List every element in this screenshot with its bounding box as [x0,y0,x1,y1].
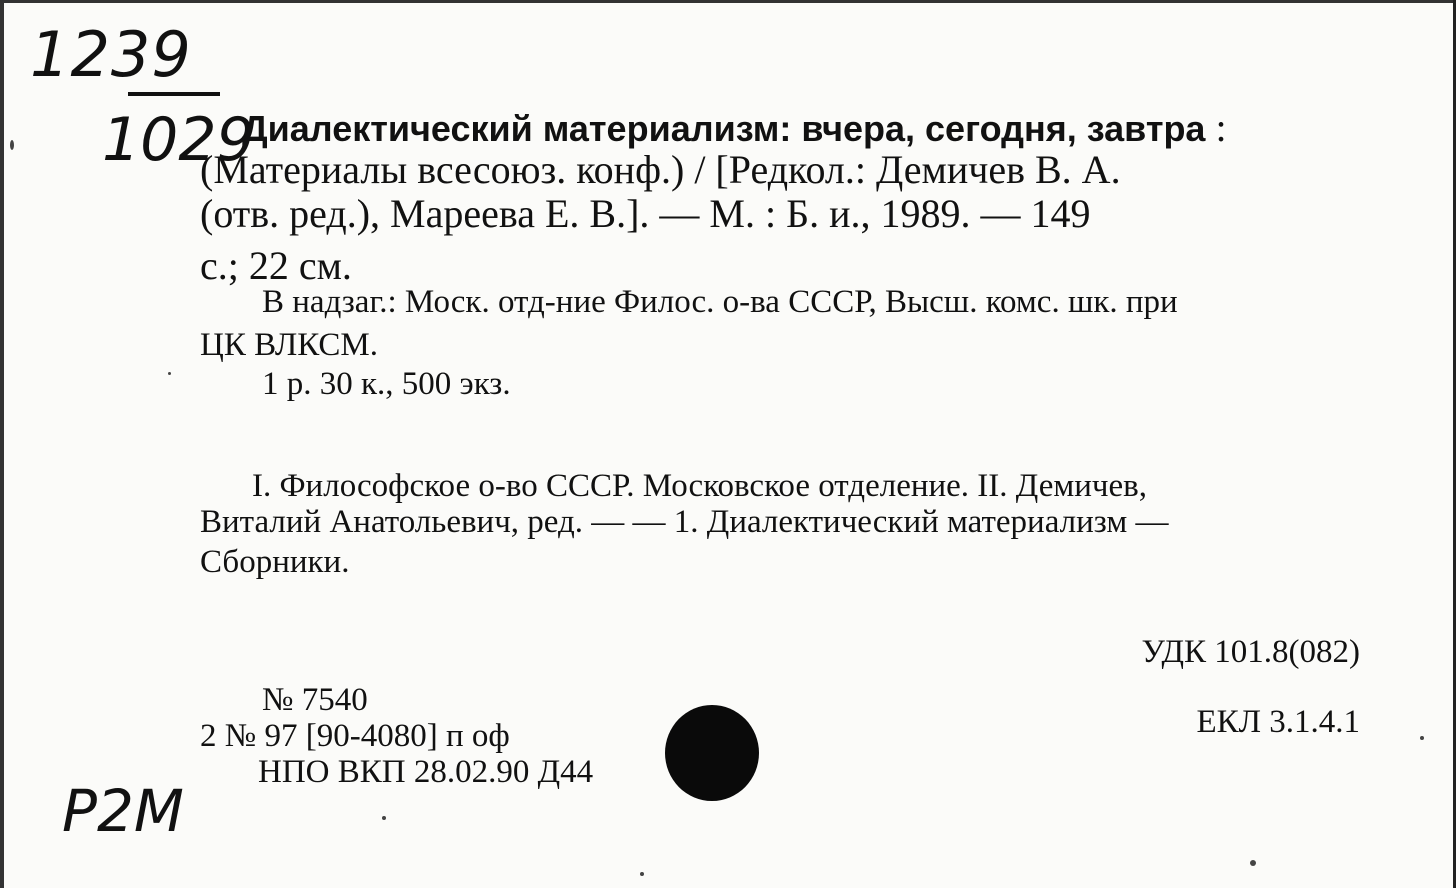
ekl-code: ЕКЛ 3.1.4.1 [1196,704,1360,740]
tracing-line-1: I. Философское о-во СССР. Московское отделение. II. Демичев, [252,468,1147,504]
udk-code: УДК 101.8(082) [1141,634,1360,670]
title-line-3: (отв. ред.), Мареева Е. В.]. — М. : Б. и., 1989. — 149 [200,191,1091,236]
tracing-line-3: Сборники. [200,544,350,580]
title-line-2: (Материалы всесоюз. конф.) / [Редкол.: Демичев В. А. [200,147,1121,192]
handwritten-item-number: 1029 [102,105,255,175]
note-line-2: ЦК ВЛКСМ. [200,327,379,363]
print-number: № 7540 [262,682,368,718]
dust-speck [1420,736,1424,740]
card-top-edge [0,0,1456,3]
title-bold-part: Диалектический материализм: вчера, сегодня, завтра [242,108,1206,149]
note-line-1: В надзаг.: Моск. отд-ние Филос. о-ва СССР, Высш. комс. шк. при [262,284,1178,320]
price-line: 1 р. 30 к., 500 экз. [262,366,511,402]
handwritten-shelf-number: 1239 [30,18,192,91]
title-bold-rest: : [1205,105,1227,150]
dust-speck [382,816,386,820]
print-publisher-date: НПО ВКП 28.02.90 Д44 [258,754,594,790]
title-line-4: с.; 22 см. [200,243,352,288]
card-left-edge [0,0,4,888]
dust-speck [168,372,171,375]
dust-speck [10,140,14,150]
shelf-number-underline [128,92,220,96]
tracing-line-2: Виталий Анатольевич, ред. — — 1. Диалектический материализм — [200,504,1169,540]
title-line-1 [242,105,1227,150]
punch-hole [665,705,759,801]
dust-speck [1250,860,1256,866]
dust-speck [640,872,644,876]
handwritten-location-mark: P2M [62,777,184,845]
print-order: 2 № 97 [90-4080] п оф [200,718,510,754]
